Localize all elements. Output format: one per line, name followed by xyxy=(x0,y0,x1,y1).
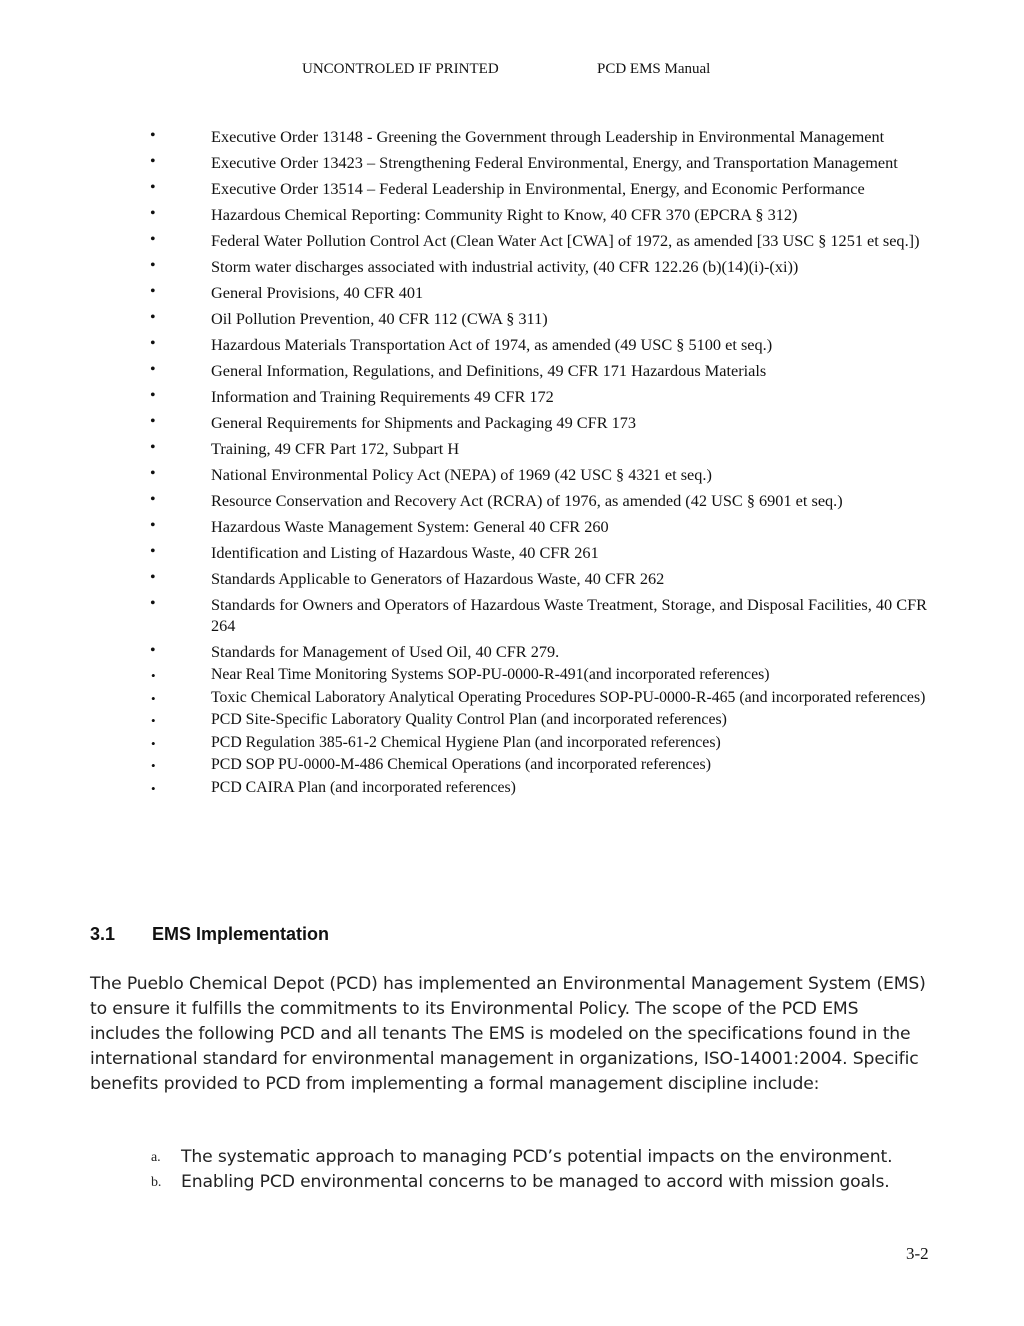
list-item-text: PCD Site-Specific Laboratory Quality Control Plan (and incorporated references) xyxy=(211,711,727,728)
list-item xyxy=(0,754,1024,776)
benefit-marker: a. xyxy=(151,1150,161,1165)
section-title: EMS Implementation xyxy=(152,924,330,944)
list-item-text: Hazardous Waste Management System: General 40 CFR 260 xyxy=(211,517,609,536)
list-item xyxy=(0,334,1024,355)
list-item-text: Standards for Owners and Operators of Hazardous Waste Treatment, Storage, and Disposal Facilities, 40 CFR 264 xyxy=(211,595,927,635)
benefit-item xyxy=(0,1172,1024,1197)
list-item xyxy=(0,709,1024,731)
list-item xyxy=(0,204,1024,225)
list-item xyxy=(0,687,1024,709)
section-number: 3.1 xyxy=(90,924,116,944)
list-item xyxy=(0,664,1024,686)
list-item xyxy=(0,594,1024,636)
list-item xyxy=(0,490,1024,511)
bullet-icon: • xyxy=(150,543,156,560)
list-item-text: Identification and Listing of Hazardous Waste, 40 CFR 261 xyxy=(211,543,599,562)
benefit-text: Enabling PCD environmental concerns to be managed to accord with mission goals. xyxy=(181,1172,890,1192)
list-item xyxy=(0,516,1024,537)
list-item-text: PCD SOP PU-0000-M-486 Chemical Operations (and incorporated references) xyxy=(211,756,711,773)
list-item xyxy=(0,308,1024,329)
benefits-list xyxy=(0,1147,1024,1197)
list-item xyxy=(0,230,1024,251)
list-item xyxy=(0,386,1024,407)
bullet-icon: • xyxy=(150,517,156,534)
list-item-text: Toxic Chemical Laboratory Analytical Operating Procedures SOP-PU-0000-R-465 (and incorporated references) xyxy=(211,688,926,706)
list-item xyxy=(0,178,1024,199)
list-item-text: National Environmental Policy Act (NEPA) of 1969 (42 USC § 4321 et seq.) xyxy=(211,465,712,484)
bullet-icon: • xyxy=(150,361,156,378)
bullet-icon: • xyxy=(150,595,156,612)
list-item-text: Storm water discharges associated with industrial activity, (40 CFR 122.26 (b)(14)(i)-(xi)) xyxy=(211,257,799,276)
list-item xyxy=(0,256,1024,277)
benefit-text: The systematic approach to managing PCD’s potential impacts on the environment. xyxy=(181,1147,893,1167)
list-item-text: Information and Training Requirements 49 CFR 172 xyxy=(211,387,554,406)
list-item-text: Standards for Management of Used Oil, 40 CFR 279. xyxy=(211,642,560,661)
bullet-icon: • xyxy=(151,735,156,751)
bullet-icon: • xyxy=(151,758,156,773)
list-item-text: Oil Pollution Prevention, 40 CFR 112 (CWA § 311) xyxy=(211,309,548,328)
list-item xyxy=(0,412,1024,433)
list-item-text: Standards Applicable to Generators of Hazardous Waste, 40 CFR 262 xyxy=(211,569,665,588)
bullet-icon: • xyxy=(150,309,156,326)
list-item xyxy=(0,777,1024,799)
bullet-icon: • xyxy=(150,283,156,300)
header-manual-title: PCD EMS Manual xyxy=(597,61,711,77)
bullet-icon: • xyxy=(150,387,156,404)
bullet-icon: • xyxy=(151,713,156,728)
body-paragraph: The Pueblo Chemical Depot (PCD) has implemented an Environmental Management System (EMS) to ensure it fulfills the commitments to its Environmental Policy. The scope of the PCD EMS includes the following PCD and all tenants The EMS is modeled on the specifications found in the international standard for environmental management in organizations, ISO-14001:2004. Specific benefits provided to PCD from implementing a formal management discipline include: xyxy=(90,974,926,1094)
list-item xyxy=(0,282,1024,303)
bullet-icon: • xyxy=(150,257,156,274)
header-uncontrolled-notice: UNCONTROLED IF PRINTED xyxy=(302,61,499,77)
list-item-text: Resource Conservation and Recovery Act (RCRA) of 1976, as amended (42 USC § 6901 et seq.) xyxy=(211,491,843,510)
bullet-group-procedures xyxy=(0,664,1024,798)
benefit-marker: b. xyxy=(151,1175,162,1190)
list-item-text: PCD CAIRA Plan (and incorporated references) xyxy=(211,778,516,796)
list-item-text: Near Real Time Monitoring Systems SOP-PU-0000-R-491(and incorporated references) xyxy=(211,666,770,683)
bullet-icon: • xyxy=(151,668,156,683)
bullet-group-regulations xyxy=(0,126,1024,662)
list-item-text: Hazardous Materials Transportation Act of 1974, as amended (49 USC § 5100 et seq.) xyxy=(211,335,773,354)
bullet-icon: • xyxy=(150,642,156,659)
list-item-text: Training, 49 CFR Part 172, Subpart H xyxy=(211,439,460,458)
bullet-icon: • xyxy=(150,205,156,222)
list-item-text: General Requirements for Shipments and Packaging 49 CFR 173 xyxy=(211,413,637,432)
list-item xyxy=(0,438,1024,459)
list-item xyxy=(0,732,1024,754)
list-item xyxy=(0,568,1024,589)
list-item-text: Federal Water Pollution Control Act (Clean Water Act [CWA] of 1972, as amended [33 USC § 1251 et seq.]) xyxy=(211,231,920,250)
benefit-item xyxy=(0,1147,1024,1172)
bullet-icon: • xyxy=(150,439,156,456)
list-item xyxy=(0,542,1024,563)
section-heading xyxy=(90,924,329,945)
list-item-text: General Provisions, 40 CFR 401 xyxy=(211,283,424,302)
bullet-icon: • xyxy=(150,413,156,430)
list-item xyxy=(0,152,1024,173)
list-item xyxy=(0,464,1024,485)
list-item-text: PCD Regulation 385-61-2 Chemical Hygiene Plan (and incorporated references) xyxy=(211,733,721,751)
bullet-icon: • xyxy=(150,335,156,352)
bullet-icon: • xyxy=(151,690,156,706)
list-item-text: Executive Order 13514 – Federal Leadership in Environmental, Energy, and Economic Performance xyxy=(211,179,865,198)
bullet-icon: • xyxy=(150,465,156,482)
bullet-icon: • xyxy=(150,491,156,508)
regulations-bullet-list xyxy=(0,126,1024,799)
list-item xyxy=(0,360,1024,381)
bullet-icon: • xyxy=(150,231,156,248)
list-item-text: Executive Order 13148 - Greening the Government through Leadership in Environmental Management xyxy=(211,127,885,146)
bullet-icon: • xyxy=(150,179,156,196)
bullet-icon: • xyxy=(150,127,156,144)
page-number: 3-2 xyxy=(906,1244,929,1263)
bullet-icon: • xyxy=(150,569,156,586)
list-item-text: Executive Order 13423 – Strengthening Federal Environmental, Energy, and Transportation Management xyxy=(211,153,898,172)
list-item-text: Hazardous Chemical Reporting: Community Right to Know, 40 CFR 370 (EPCRA § 312) xyxy=(211,205,798,224)
list-item-text: General Information, Regulations, and Definitions, 49 CFR 171 Hazardous Materials xyxy=(211,361,767,380)
bullet-icon: • xyxy=(151,780,156,796)
bullet-icon: • xyxy=(150,153,156,170)
list-item xyxy=(0,641,1024,662)
list-item xyxy=(0,126,1024,147)
